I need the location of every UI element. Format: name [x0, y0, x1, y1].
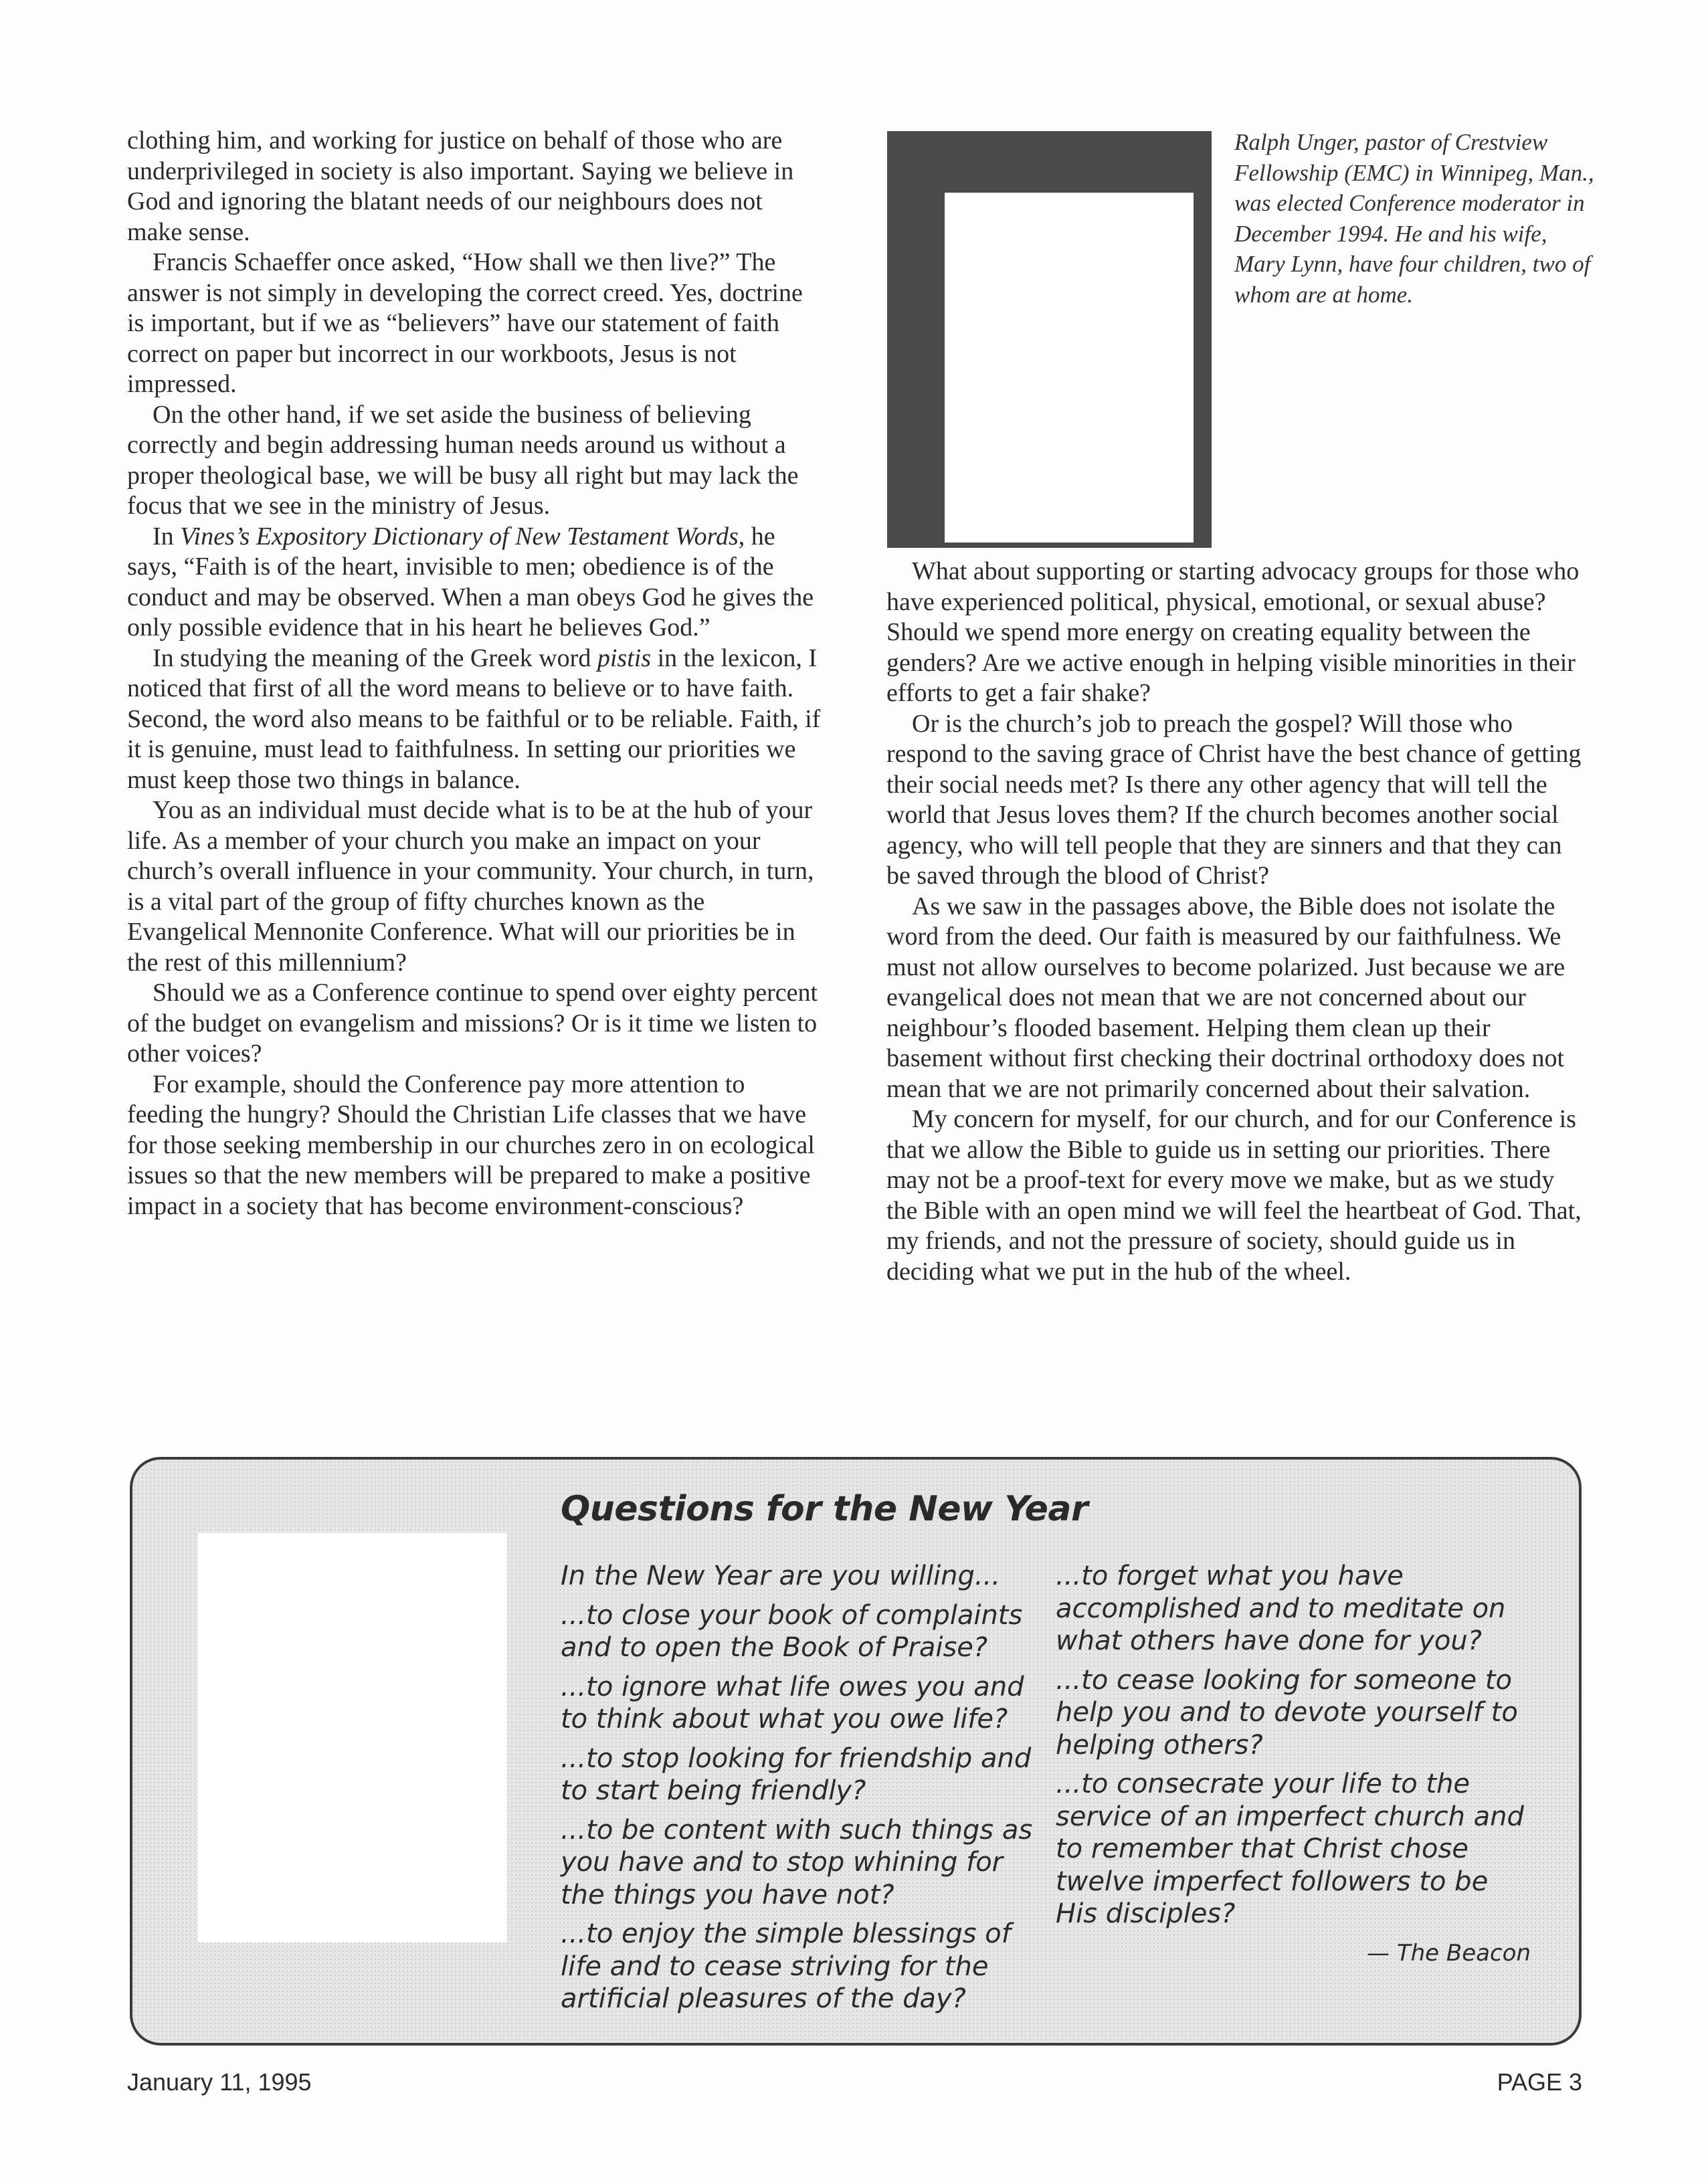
paragraph: As we saw in the passages above, the Bible does not isolate the word from the deed. Our faith is measured by our faithfulness. We must not allow ourselves to become polarized. Just because we are evangelical does not mean that we are not concerned about our neighbour’s flooded basement. Helping them clean up their basement without first checking their doctrinal orthodoxy does not mean that we are not primarily concerned about their salvation. [886, 892, 1565, 1103]
paragraph: Or is the church’s job to preach the gospel? Will those who respond to the saving grace of Christ have the best chance of getting their social needs met? Is there any other agency that will tell the world that Jesus loves them? If the church becomes another social agency, who will tell people that they are sinners and that they can be saved through the blood of Christ? [886, 709, 1582, 890]
paragraph: What about supporting or starting advocacy groups for those who have experienced political, physical, emotional, or sexual abuse? Should we spend more energy on creating equality between the genders? Are we active enough in helping visible minorities in their efforts to get a fair shake? [886, 557, 1580, 707]
paragraph: Francis Schaeffer once asked, “How shall we then live?” The answer is not simply in developing the correct creed. Yes, doctrine is important, but if we as “believers” have our statement of faith correct on paper but incorrect in our workboots, Jesus is not impressed. [127, 248, 803, 398]
sidebar-photo-placeholder [198, 1533, 507, 1943]
paragraph: For example, should the Conference pay more attention to feeding the hungry? Should the Christian Life classes that we have for those seeking membership in our churches zero in on ecological issues so that the new members will be prepared to make a positive impact in a society that has become environment-conscious? [127, 1070, 815, 1220]
sidebar-title: Questions for the New Year [561, 1489, 1088, 1529]
sidebar-attribution: — The Beacon [1367, 1939, 1531, 1967]
question-item: ...to cease looking for someone to help you and to devote yourself to helping others? [1056, 1664, 1518, 1761]
photo-placeholder [945, 193, 1194, 542]
question-item: In the New Year are you willing... [561, 1561, 1001, 1591]
article-left-column [127, 126, 823, 1221]
paragraph: clothing him, and working for justice on behalf of those who are underprivileged in society is also important. Saying we believe in God and ignoring the blatant needs of our neighbours does not make sense. [127, 126, 794, 246]
question-item: ...to be content with such things as you have and to stop whining for the things you have not? [561, 1814, 1033, 1910]
footer-page-number: PAGE 3 [1497, 2068, 1582, 2096]
question-item: ...to ignore what life owes you and to think about what you owe life? [561, 1671, 1024, 1734]
sidebar-left-column [561, 1560, 1042, 2022]
text-run: in the lexicon, I noticed that first of all the word means to believe or to have faith. Second, the word also means to be faithful or to be reliable. Faith, if it is genuine, must lead to faithfulness. In setting our priorities we must keep those two things in balance. [127, 643, 821, 794]
text-run: , he says, “Faith is of the heart, invisible to men; obedience is of the conduct and may be observed. When a man obeys God he gives the only possible evidence that in his heart he believes God.” [127, 522, 814, 641]
photo-caption: Ralph Unger, pastor of Crestview Fellowship (EMC) in Winnipeg, Man., was elected Conference moderator in December 1994. He and his wife, Mary Lynn, have four children, two of whom are at home. [1234, 129, 1594, 308]
paragraph: Should we as a Conference continue to spend over eighty percent of the budget on evangelism and missions? Or is it time we listen to other voices? [127, 979, 818, 1068]
sidebar-right-column [1056, 1560, 1537, 1969]
question-item: ...to stop looking for friendship and to start being friendly? [561, 1743, 1032, 1806]
author-photo [887, 131, 1212, 548]
paragraph: You as an individual must decide what is to be at the hub of your life. As a member of your church you make an impact on your church’s overall influence in your community. Your church, in turn, is a vital part of the group of fifty churches known as the Evangelical Mennonite Conference. What will our priorities be in the rest of this millennium? [127, 796, 814, 977]
article-right-column [886, 557, 1586, 1287]
greek-word: pistis [597, 643, 652, 672]
question-item: ...to enjoy the simple blessings of life and to cease striving for the artificial pleasures of the day? [561, 1918, 1011, 2014]
paragraph [127, 643, 823, 796]
book-title: Vines’s Expository Dictionary of New Testament Words [180, 522, 739, 551]
question-item: ...to forget what you have accomplished and to meditate on what others have done for you? [1056, 1561, 1506, 1656]
paragraph [127, 522, 823, 643]
footer-date: January 11, 1995 [127, 2068, 312, 2096]
paragraph: On the other hand, if we set aside the business of believing correctly and begin addressing human needs around us without a proper theological base, we will be busy all right but may lack the focus that we see in the ministry of Jesus. [127, 400, 799, 520]
question-item: ...to consecrate your life to the service of an imperfect church and to remember that Christ chose twelve imperfect followers to be His disciples? [1056, 1769, 1524, 1929]
questions-sidebar [130, 1457, 1582, 2046]
question-item: ...to close your book of complaints and to open the Book of Praise? [561, 1599, 1023, 1663]
text-run: In [153, 522, 181, 551]
text-run: In studying the meaning of the Greek word [153, 643, 597, 672]
paragraph: My concern for myself, for our church, and for our Conference is that we allow the Bible to guide us in setting our priorities. There may not be a proof-text for every move we make, but as we study the Bible with an open mind we will feel the heartbeat of God. That, my friends, and not the pressure of society, should guide us in deciding what we put in the hub of the wheel. [886, 1105, 1582, 1286]
